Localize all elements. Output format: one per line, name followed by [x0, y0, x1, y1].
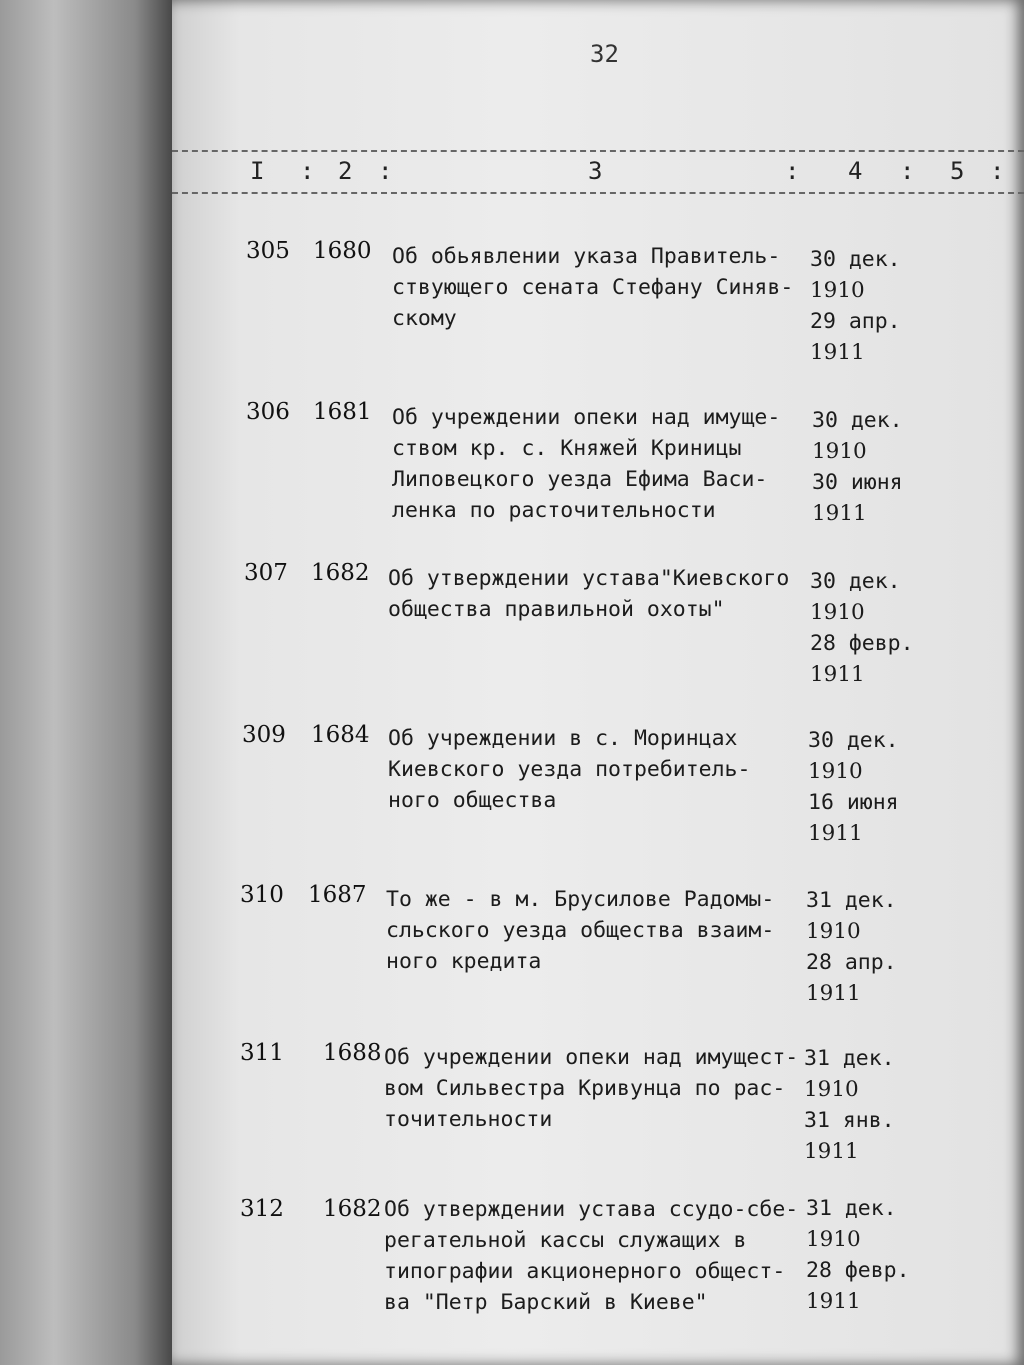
previous-page-edge [0, 0, 180, 1365]
entry-number: 305 [246, 238, 290, 264]
entry-dates: 31 дек. 1910 28 апр. 1911 [806, 888, 897, 1006]
entry-dates: 30 дек. 1910 29 апр. 1911 [810, 247, 901, 365]
header-col-1: I [250, 157, 265, 185]
page-number: 32 [590, 40, 619, 68]
header-separator: : [990, 157, 1005, 185]
entry-fond-number: 1680 [313, 238, 372, 264]
header-separator: : [785, 157, 800, 185]
entry-fond-number: 1682 [311, 560, 370, 586]
entry-title: Об учреждении в с. Моринцах Киевского уезда потребитель- ного общества [388, 726, 751, 813]
entry-number: 306 [246, 399, 290, 425]
entry-number: 309 [242, 722, 286, 748]
header-col-5: 5 [950, 157, 965, 185]
header-col-3: 3 [588, 157, 603, 185]
entry-title: Об учреждении опеки над имуще- ством кр. с. Княжей Криницы Липовецкого уезда Ефима Васи- ленка по расточительности [392, 405, 781, 523]
entry-fond-number: 1681 [313, 399, 372, 425]
entry-title: Об обьявлении указа Правитель- ствующего сената Стефану Синяв- скому [392, 244, 794, 331]
entry-fond-number: 1688 [323, 1040, 382, 1066]
entry-number: 307 [244, 560, 288, 586]
entry-title: Об утверждении устава"Киевского общества правильной охоты" [388, 566, 790, 622]
entry-dates: 31 дек. 1910 28 февр. 1911 [806, 1196, 910, 1314]
header-separator: : [900, 157, 915, 185]
entry-title: Об учреждении опеки над имущест- вом Сильвестра Кривунца по рас- точительности [384, 1045, 799, 1132]
entry-fond-number: 1684 [311, 722, 370, 748]
entry-title: То же - в м. Брусилове Радомы- сльского уезда общества взаим- ного кредита [386, 887, 775, 974]
entry-dates: 30 дек. 1910 28 февр. 1911 [810, 569, 914, 687]
header-rule-bottom [172, 192, 1024, 194]
entry-dates: 30 дек. 1910 30 июня 1911 [812, 408, 903, 526]
header-col-2: 2 [338, 157, 353, 185]
header-separator: : [300, 157, 315, 185]
entry-dates: 30 дек. 1910 16 июня 1911 [808, 728, 899, 846]
entry-fond-number: 1682 [323, 1196, 382, 1222]
entry-dates: 31 дек. 1910 31 янв. 1911 [804, 1046, 895, 1164]
entry-title: Об утверждении устава ссудо-сбе- регательной кассы служащих в типографии акционерного общест- ва "Петр Барский в Киеве" [384, 1197, 799, 1315]
entry-number: 311 [240, 1040, 284, 1066]
header-col-4: 4 [848, 157, 863, 185]
header-rule-top [172, 150, 1024, 152]
entry-number: 310 [240, 882, 284, 908]
entry-fond-number: 1687 [308, 882, 367, 908]
entry-number: 312 [240, 1196, 284, 1222]
header-separator: : [378, 157, 393, 185]
